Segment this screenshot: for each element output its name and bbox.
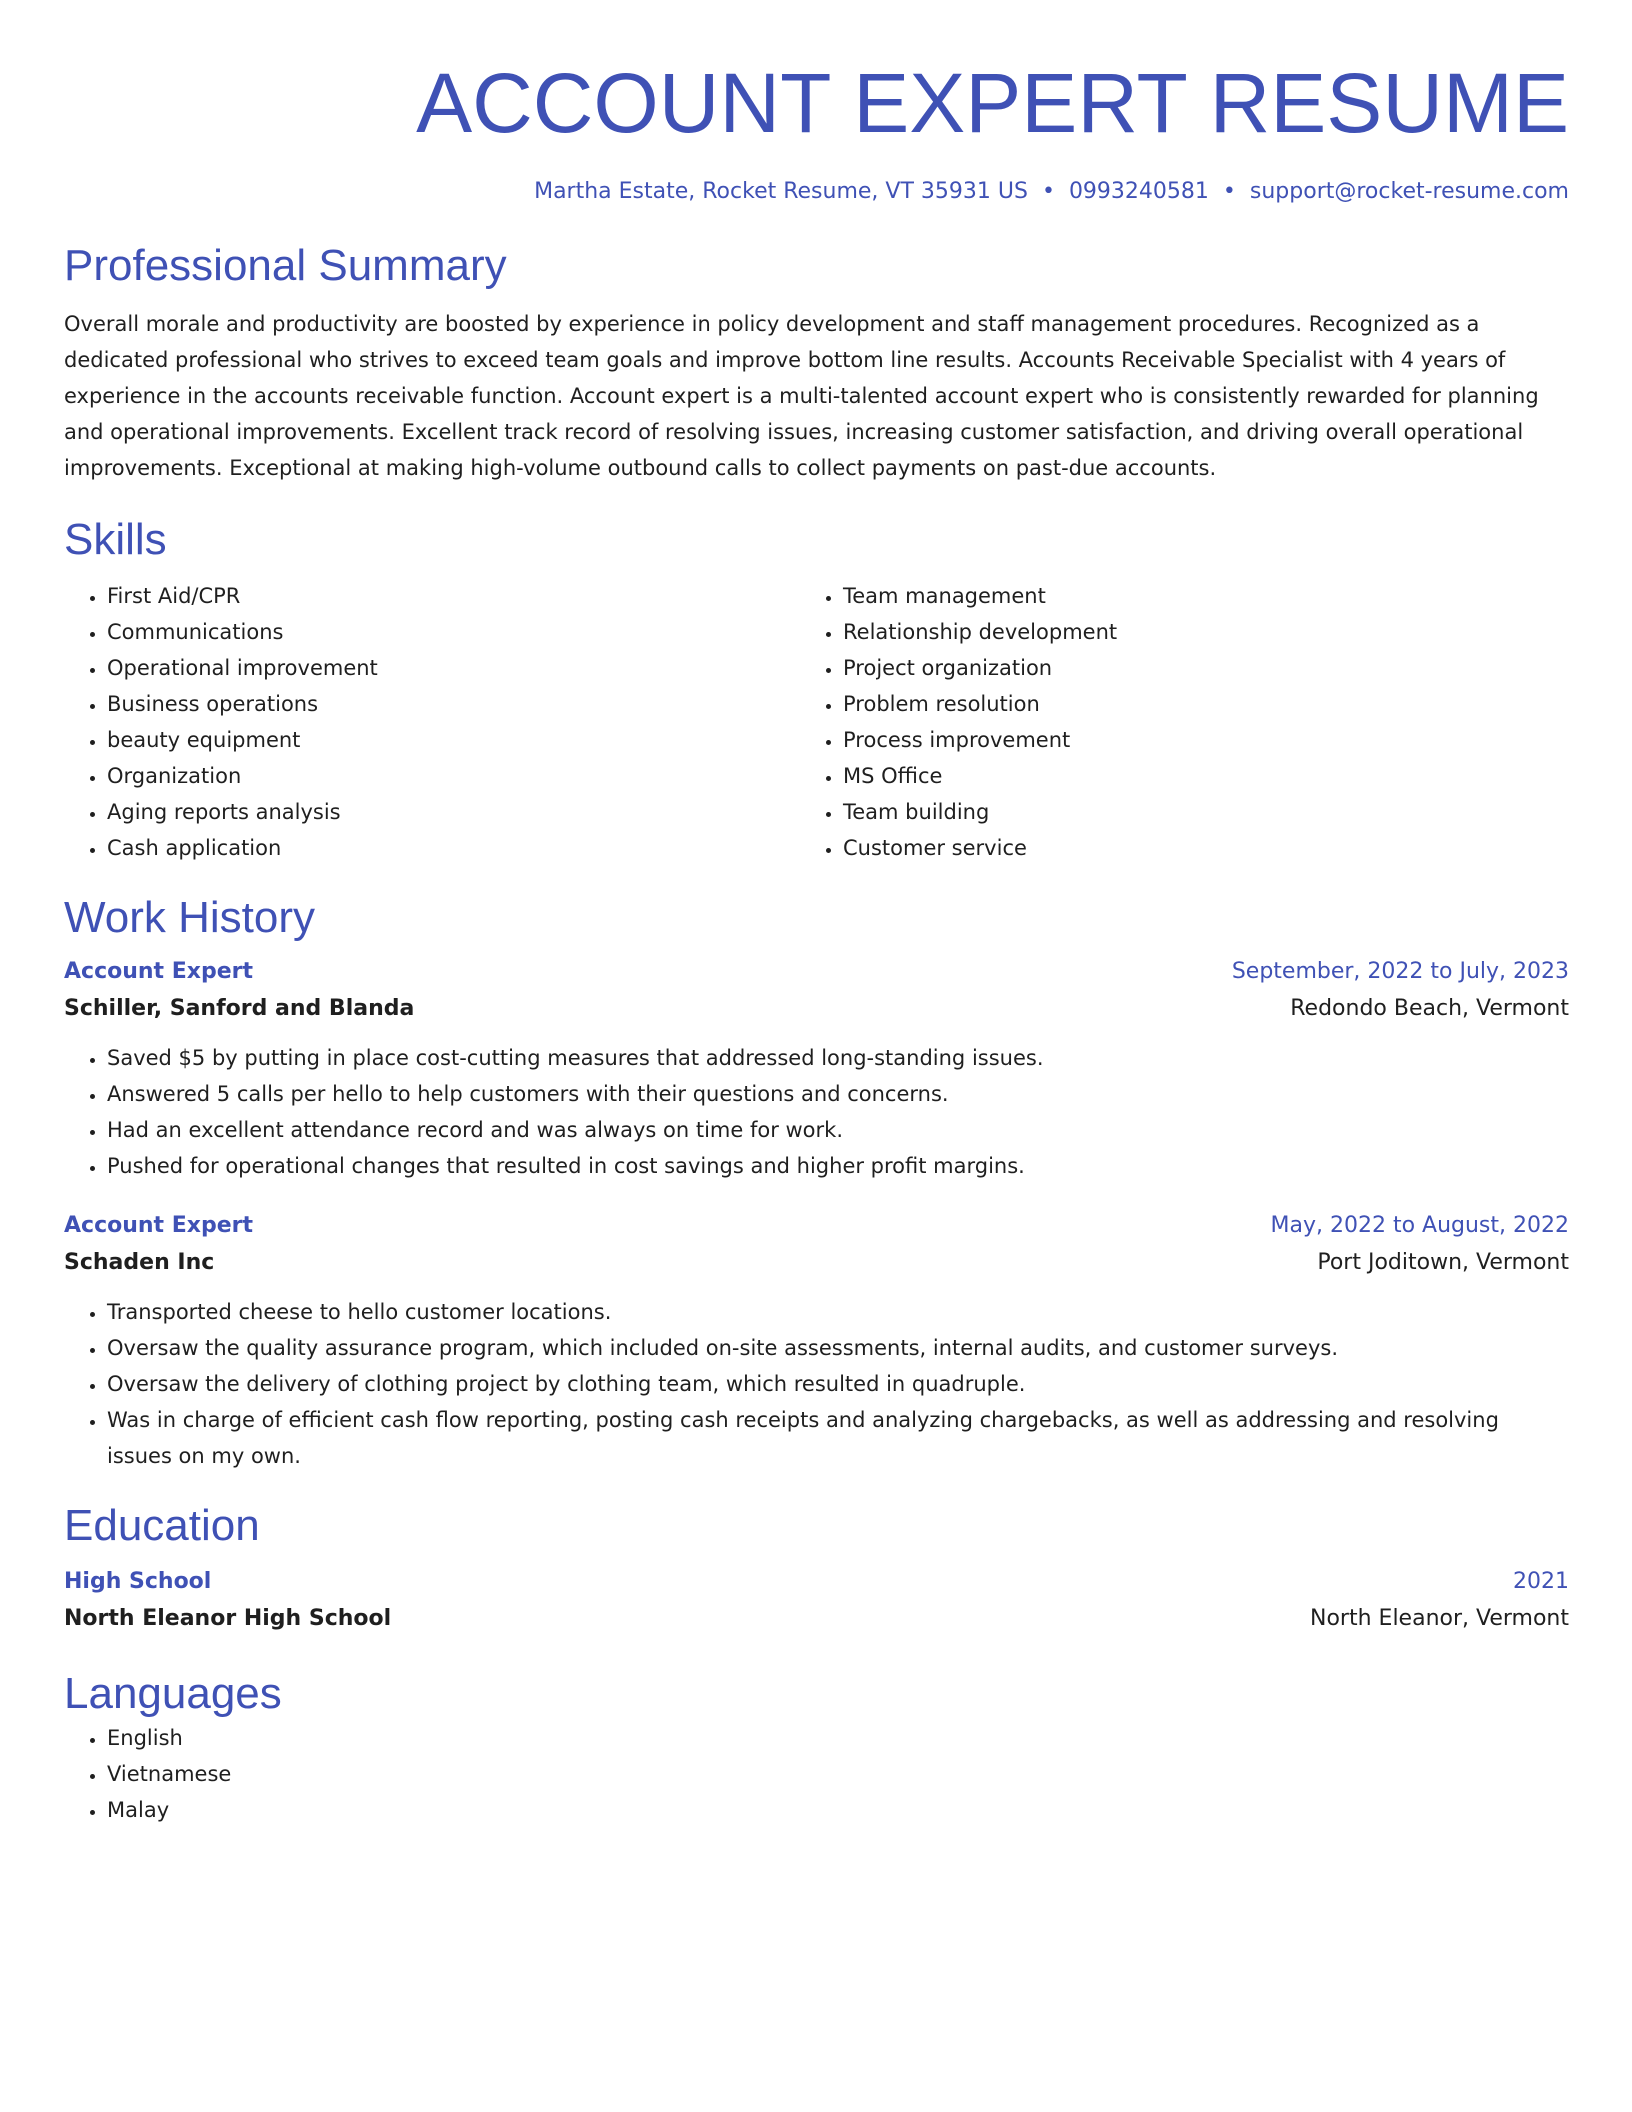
job-bullets <box>64 1294 1569 1474</box>
skill-item: • MS Office <box>843 758 1536 794</box>
job-bullet: • Oversaw the quality assurance program, which included on-site assessments, internal audits, and customer surveys. <box>107 1330 1569 1366</box>
job-bullet: • Oversaw the delivery of clothing project by clothing team, which resulted in quadruple. <box>107 1366 1569 1402</box>
language-item: • English <box>107 1720 1569 1756</box>
job-title: Account Expert <box>64 959 253 984</box>
education-school-row <box>64 1600 1569 1638</box>
job-bullet: • Was in charge of efficient cash flow reporting, posting cash receipts and analyzing chargebacks, as well as addressing and resolving issues on my own. <box>107 1402 1569 1474</box>
job-bullets <box>64 1040 1569 1184</box>
job-company: Schaden Inc <box>64 1250 215 1275</box>
education-entry <box>64 1564 1569 1638</box>
job-dates: September, 2022 to July, 2023 <box>1231 959 1569 984</box>
skills-list-left <box>64 578 800 866</box>
resume-title: ACCOUNT EXPERT RESUME <box>416 56 1569 150</box>
skill-item: • Operational improvement <box>107 650 800 686</box>
skill-item: • Project organization <box>843 650 1536 686</box>
work-history-section <box>64 892 1569 1474</box>
language-item: • Malay <box>107 1792 1569 1828</box>
skills-section <box>64 514 1569 866</box>
skill-item: • Team management <box>843 578 1536 614</box>
contact-address: Martha Estate, Rocket Resume, VT 35931 US <box>534 179 1028 204</box>
languages-heading: Languages <box>64 1669 282 1718</box>
summary-text: Overall morale and productivity are boosted by experience in policy development and staff management procedures. Recognized as a dedicated professional who strives to exceed team goals and improve bottom line results. Accounts Receivable Specialist with 4 years of experience in the accounts receivable function. Account expert is a multi-talented account expert who is consistently rewarded for planning and operational improvements. Excellent track record of resolving issues, increasing customer satisfaction, and driving overall operational improvements. Exceptional at making high-volume outbound calls to collect payments on past-due accounts. <box>64 312 1539 480</box>
skill-item: • Process improvement <box>843 722 1536 758</box>
languages-list <box>64 1720 1569 1828</box>
skill-item: • Customer service <box>843 830 1536 866</box>
contact-separator: • <box>1041 179 1055 204</box>
education-location: North Eleanor, Vermont <box>1310 1606 1569 1631</box>
skill-item: • Organization <box>107 758 800 794</box>
skill-item: • Aging reports analysis <box>107 794 800 830</box>
contact-line <box>64 176 1569 208</box>
resume-header <box>64 50 1569 208</box>
languages-section <box>64 1668 1569 1828</box>
skills-column-right <box>800 578 1536 866</box>
skill-item: • Communications <box>107 614 800 650</box>
education-heading: Education <box>64 1501 260 1550</box>
education-section <box>64 1500 1569 1638</box>
job-company-row <box>64 1244 1569 1282</box>
contact-separator: • <box>1222 179 1236 204</box>
skill-item: • First Aid/CPR <box>107 578 800 614</box>
job-bullet: • Had an excellent attendance record and was always on time for work. <box>107 1112 1569 1148</box>
job-bullet: • Pushed for operational changes that resulted in cost savings and higher profit margins. <box>107 1148 1569 1184</box>
job-location: Port Joditown, Vermont <box>1317 1250 1569 1275</box>
education-year: 2021 <box>1513 1569 1569 1594</box>
job-dates: May, 2022 to August, 2022 <box>1270 1213 1569 1238</box>
job-title: Account Expert <box>64 1213 253 1238</box>
education-degree: High School <box>64 1569 212 1594</box>
job-location: Redondo Beach, Vermont <box>1290 996 1569 1021</box>
skills-column-left <box>64 578 800 866</box>
job-bullet: • Saved $5 by putting in place cost-cutting measures that addressed long-standing issues. <box>107 1040 1569 1076</box>
skill-item: • Problem resolution <box>843 686 1536 722</box>
language-item: • Vietnamese <box>107 1756 1569 1792</box>
job-header-row <box>64 954 1569 990</box>
job-entry <box>64 1208 1569 1474</box>
job-bullet: • Transported cheese to hello customer locations. <box>107 1294 1569 1330</box>
contact-phone: 0993240581 <box>1068 179 1209 204</box>
skill-item: • Relationship development <box>843 614 1536 650</box>
summary-heading: Professional Summary <box>64 241 507 290</box>
skills-list-right <box>800 578 1536 866</box>
skill-item: • Cash application <box>107 830 800 866</box>
skills-heading: Skills <box>64 515 167 564</box>
job-bullet: • Answered 5 calls per hello to help customers with their questions and concerns. <box>107 1076 1569 1112</box>
job-header-row <box>64 1208 1569 1244</box>
skill-item: • Business operations <box>107 686 800 722</box>
work-history-heading: Work History <box>64 893 315 942</box>
education-header-row <box>64 1564 1569 1600</box>
contact-email: support@rocket-resume.com <box>1249 179 1569 204</box>
job-company: Schiller, Sanford and Blanda <box>64 996 415 1021</box>
job-entry <box>64 954 1569 1184</box>
summary-section <box>64 240 1569 486</box>
skill-item: • Team building <box>843 794 1536 830</box>
skill-item: • beauty equipment <box>107 722 800 758</box>
education-school: North Eleanor High School <box>64 1606 392 1631</box>
job-company-row <box>64 990 1569 1028</box>
skills-columns <box>64 578 1569 866</box>
